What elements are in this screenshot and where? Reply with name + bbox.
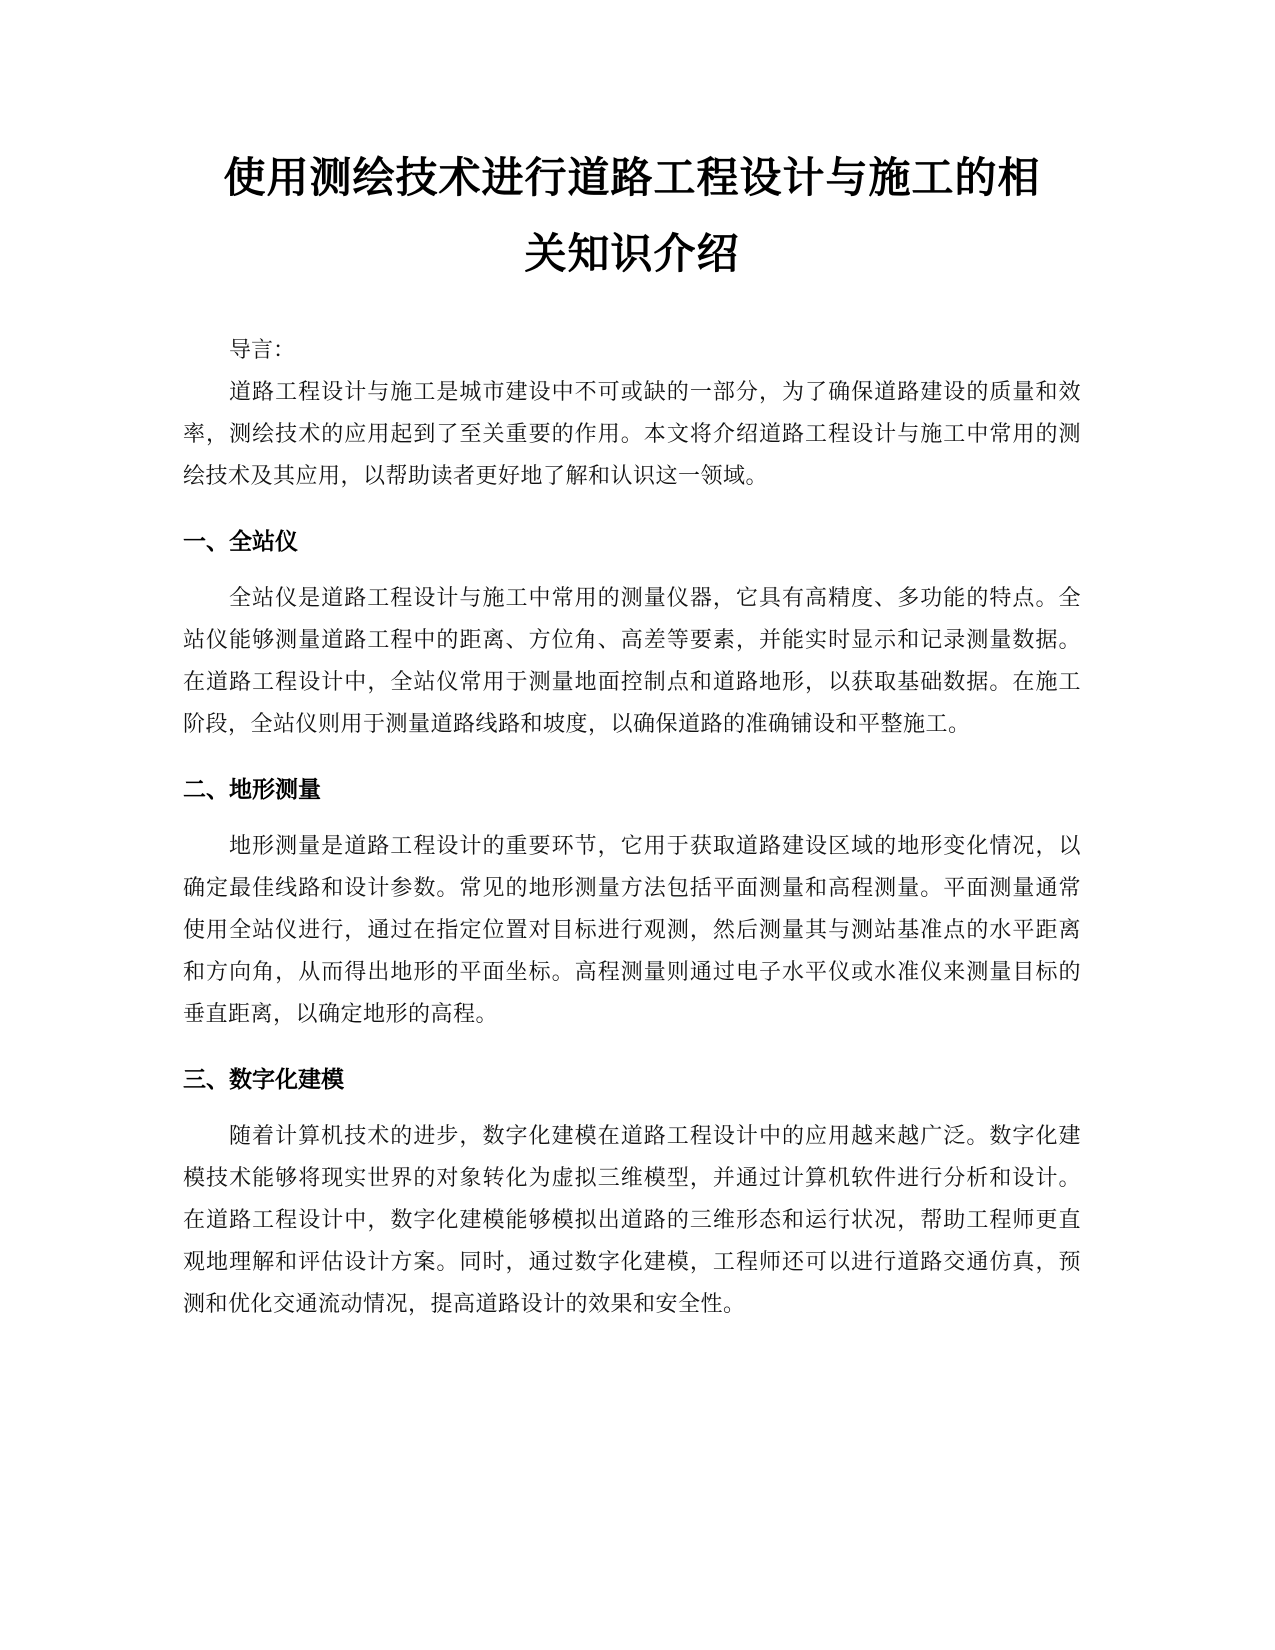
document-title — [183, 140, 1081, 292]
section-paragraph-total-station: 全站仪是道路工程设计与施工中常用的测量仪器，它具有高精度、多功能的特点。全站仪能够测量道路工程中的距离、方位角、高差等要素，并能实时显示和记录测量数据。在道路工程设计中，全站仪常用于测量地面控制点和道路地形，以获取基础数据。在施工阶段，全站仪则用于测量道路线路和坡度，以确保道路的准确铺设和平整施工。 — [183, 586, 1081, 737]
intro-label: 导言： — [229, 338, 296, 363]
intro-paragraph: 道路工程设计与施工是城市建设中不可或缺的一部分，为了确保道路建设的质量和效率，测绘技术的应用起到了至关重要的作用。本文将介绍道路工程设计与施工中常用的测绘技术及其应用，以帮助读者更好地了解和认识这一领域。 — [183, 380, 1081, 489]
title-line-1: 使用测绘技术进行道路工程设计与施工的相 — [223, 153, 1041, 202]
section-heading-digital-modeling: 三、数字化建模 — [183, 1067, 344, 1093]
section-heading-total-station: 一、全站仪 — [183, 529, 298, 555]
section-heading-topographic-survey: 二、地形测量 — [183, 777, 321, 803]
document-page — [183, 140, 1081, 1326]
section-paragraph-topographic-survey: 地形测量是道路工程设计的重要环节，它用于获取道路建设区域的地形变化情况，以确定最佳线路和设计参数。常见的地形测量方法包括平面测量和高程测量。平面测量通常使用全站仪进行，通过在指定位置对目标进行观测，然后测量其与测站基准点的水平距离和方向角，从而得出地形的平面坐标。高程测量则通过电子水平仪或水准仪来测量目标的垂直距离，以确定地形的高程。 — [183, 834, 1081, 1027]
title-line-2: 关知识介绍 — [524, 229, 740, 278]
section-paragraph-digital-modeling: 随着计算机技术的进步，数字化建模在道路工程设计中的应用越来越广泛。数字化建模技术能够将现实世界的对象转化为虚拟三维模型，并通过计算机软件进行分析和设计。在道路工程设计中，数字化建模能够模拟出道路的三维形态和运行状况，帮助工程师更直观地理解和评估设计方案。同时，通过数字化建模，工程师还可以进行道路交通仿真，预测和优化交通流动情况，提高道路设计的效果和安全性。 — [183, 1124, 1081, 1317]
